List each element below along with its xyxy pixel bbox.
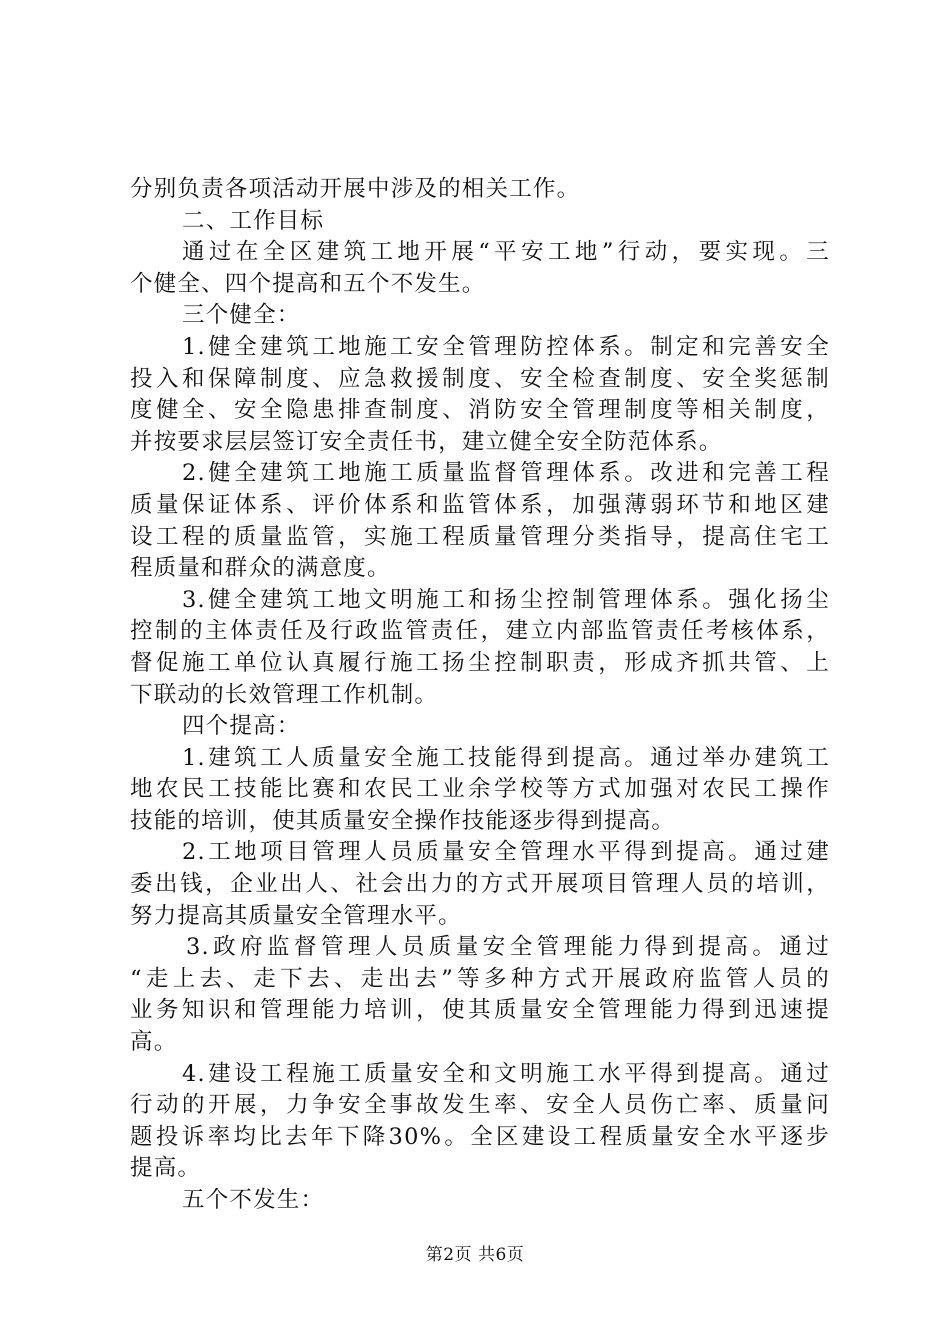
text-line: 题投诉率均比去年下降30%。全区建设工程质量安全水平逐步 <box>130 1123 830 1150</box>
text-line: 1.建筑工人质量安全施工技能得到提高。通过举办建筑工 <box>182 744 830 771</box>
text-line: 3.健全建筑工地文明施工和扬尘控制管理体系。强化扬尘 <box>182 586 830 613</box>
text-line: 质量保证体系、评价体系和监管体系，加强薄弱环节和地区建 <box>130 491 830 518</box>
text-line: 控制的主体责任及行政监管责任，建立内部监管责任考核体系， <box>130 618 830 645</box>
subsection-heading: 三个健全： <box>182 302 301 329</box>
text-line: 设工程的质量监管，实施工程质量管理分类指导，提高住宅工 <box>130 523 830 550</box>
text-line: 督促施工单位认真履行施工扬尘控制职责，形成齐抓共管、上 <box>130 649 830 676</box>
text-line: 4.建设工程施工质量安全和文明施工水平得到提高。通过 <box>182 1060 830 1087</box>
text-line: 技能的培训，使其质量安全操作技能逐步得到提高。 <box>130 807 676 834</box>
text-line: 行动的开展，力争安全事故发生率、安全人员伤亡率、质量问 <box>130 1092 830 1119</box>
text-line: 2.工地项目管理人员质量安全管理水平得到提高。通过建 <box>182 839 830 866</box>
subsection-heading: 四个提高： <box>182 713 301 740</box>
document-body <box>130 174 830 1217</box>
text-line: 委出钱，企业出人、社会出力的方式开展项目管理人员的培训， <box>130 871 830 898</box>
text-line: 提高。 <box>130 1155 202 1182</box>
text-line: 个健全、四个提高和五个不发生。 <box>130 270 486 297</box>
section-heading: 二、工作目标 <box>182 207 325 234</box>
text-line: 分别负责各项活动开展中涉及的相关工作。 <box>130 176 581 202</box>
text-line: 1.健全建筑工地施工安全管理防控体系。制定和完善安全 <box>182 333 830 360</box>
text-line: 地农民工技能比赛和农民工业余学校等方式加强对农民工操作 <box>130 776 830 803</box>
text-line: 3.政府监督管理人员质量安全管理能力得到提高。通过 <box>186 934 830 961</box>
text-line: 投入和保障制度、应急救援制度、安全检查制度、安全奖惩制 <box>130 365 830 392</box>
text-line: 业务知识和管理能力培训，使其质量安全管理能力得到迅速提 <box>130 997 830 1024</box>
text-line: 通过在全区建筑工地开展“平安工地”行动，要实现。三 <box>182 239 830 266</box>
text-line: 高。 <box>130 1029 178 1056</box>
text-line: 努力提高其质量安全管理水平。 <box>130 902 462 929</box>
text-line: 2.健全建筑工地施工质量监督管理体系。改进和完善工程 <box>182 460 830 487</box>
text-line: 并按要求层层签订安全责任书，建立健全安全防范体系。 <box>130 428 723 455</box>
text-line: 程质量和群众的满意度。 <box>130 555 391 582</box>
text-line: “走上去、走下去、走出去”等多种方式开展政府监管人员的 <box>130 965 830 992</box>
text-line: 度健全、安全隐患排查制度、消防安全管理制度等相关制度， <box>130 397 830 424</box>
text-line: 下联动的长效管理工作机制。 <box>130 681 439 708</box>
page-number-footer: 第2页 共6页 <box>425 1245 525 1265</box>
subsection-heading: 五个不发生： <box>182 1187 325 1213</box>
